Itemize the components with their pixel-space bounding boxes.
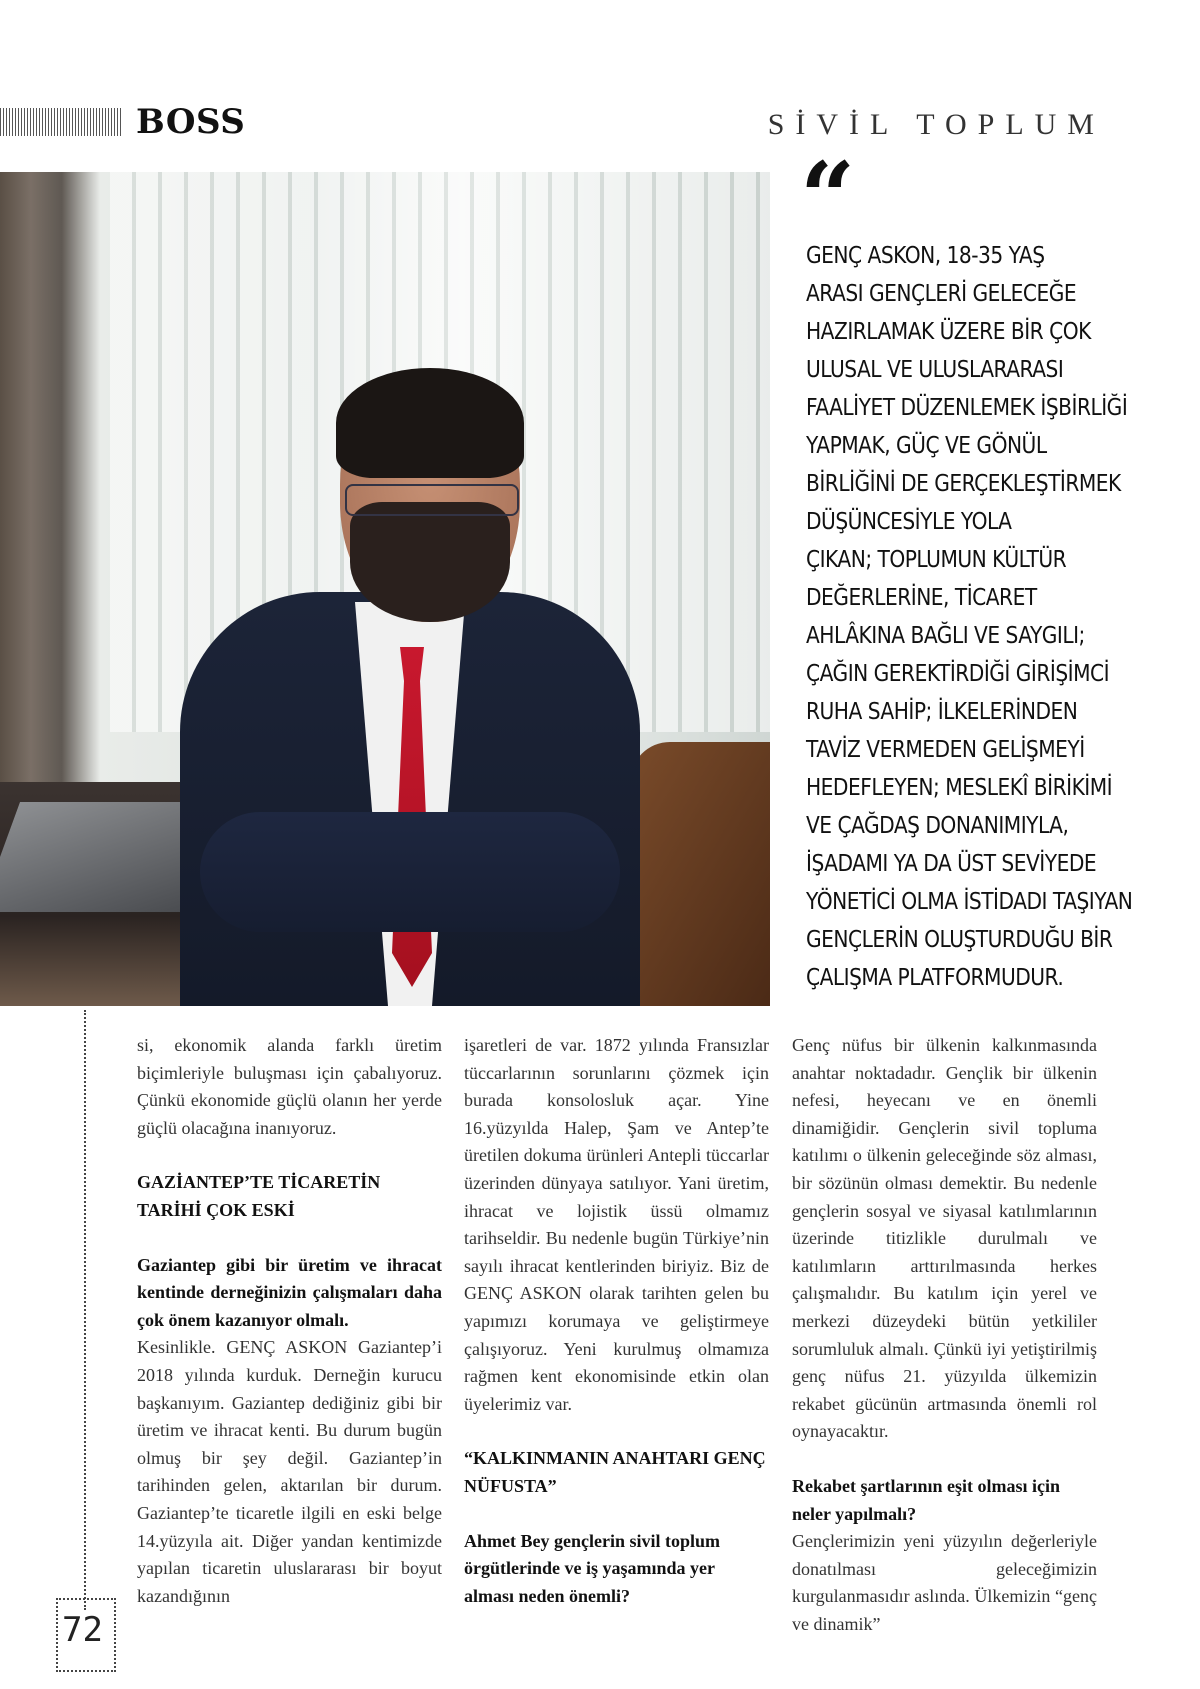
article-column-1 <box>137 1032 442 1610</box>
quote-mark-icon: “ <box>800 141 856 254</box>
pull-quote-line: YÖNETİCİ OLMA İSTİDADI TAŞIYAN <box>806 887 1133 915</box>
interview-question: Ahmet Bey gençlerin sivil toplum örgütlerinde ve iş yaşamında yer alması neden önemli? <box>464 1530 720 1606</box>
pull-quote-line: ÇAĞIN GEREKTİRDİĞİ GİRİŞİMCİ <box>806 659 1110 687</box>
pull-quote-line: ULUSAL VE ULUSLARARASI <box>806 355 1064 383</box>
pull-quote-line: HEDEFLEYEN; MESLEKÎ BİRİKİMİ <box>806 773 1113 801</box>
pull-quote-line: VE ÇAĞDAŞ DONANIMIYLA, <box>806 811 1069 839</box>
pull-quote-line: TAVİZ VERMEDEN GELİŞMEYİ <box>806 735 1085 763</box>
paragraph: işaretleri de var. 1872 yılında Fransızlar tüccarlarının sorunlarını çözmek için burada konsolosluk açar. Yine 16.yüzyılda Halep, Şam ve Antep’te üretilen dokuma ürünleri Antepli tüccarlar üzerinden dünyaya satılıyor. Yani üretim, ihracat ve lojistik üssü olmamız tarihseldir. Bu nedenle bugün Türkiye’nin sayılı ihracat kentlerinden biriyiz. Biz de GENÇ ASKON olarak tarihten gelen bu yapımızı korumaya ve geliştirmeye çalışıyoruz. Yeni kurulmuş olmamıza rağmen kent ekonomisinde etkin olan üyelerimiz var. <box>464 1035 769 1414</box>
pull-quote-line: ARASI GENÇLERİ GELECEĞE <box>806 279 1077 307</box>
pull-quote-line: FAALİYET DÜZENLEMEK İŞBİRLİĞİ <box>806 393 1128 421</box>
hair <box>336 368 524 478</box>
subheading: GAZİANTEP’TE TİCARETİN TARİHİ ÇOK ESKİ <box>137 1172 381 1220</box>
interview-answer: Kesinlikle. GENÇ ASKON Gaziantep’i 2018 yılında kurduk. Derneğin kurucu başkanıyım. Gaziantep dediğiniz gibi bir üretim ve ihracat kenti. Bu durum bugün olmuş bir şey değil. Gaziantep’in tarihinden gelen, aktarılan bir durum. Gaziantep’te ticaretle ilgili en eski belge 14.yüzyıla ait. Diğer yandan kentimizde yapılan ticaretin uluslararası bir boyut kazandığının <box>137 1337 442 1606</box>
pull-quote-line: BİRLİĞİNİ DE GERÇEKLEŞTİRMEK <box>806 469 1121 497</box>
glasses <box>345 484 519 516</box>
paragraph: si, ekonomik alanda farklı üretim biçimleriyle buluşması için çabalıyoruz. Çünkü ekonomide güçlü olanın her yerde güçlü olacağına inanıyoruz. <box>137 1035 442 1138</box>
pull-quote-line: DÜŞÜNCESİYLE YOLA <box>806 507 1012 535</box>
pull-quote-line: İŞADAMI YA DA ÜST SEVİYEDE <box>806 849 1097 877</box>
pull-quote-line: GENÇ ASKON, 18-35 YAŞ <box>806 241 1045 269</box>
pull-quote <box>806 236 1133 996</box>
article-column-2 <box>464 1032 769 1610</box>
pull-quote-line: GENÇLERİN OLUŞTURDUĞU BİR <box>806 925 1113 953</box>
pull-quote-line: DEĞERLERİNE, TİCARET <box>806 583 1037 611</box>
paragraph: Genç nüfus bir ülkenin kalkınmasında anahtar noktadadır. Gençlik bir ülkenin nefesi, heyecanı ve en önemli dinamiğidir. Gençlerin sivil topluma katılımı o ülkenin geleceğinde söz alması, bir sözünün olması demektir. Bu nedenle gençlerin sosyal ve siyasal katılımlarının üzerinde titizlikle durulmalı ve katılımların arttırılmasında herkes çalışmalıdır. Bu katılım için yerel ve merkezi düzeydeki bütün yetkililer sorumluluk almalı. Çünkü iyi yetiştirilmiş genç nüfus 21. yüzyılda ülkemizin rekabet gücünün artmasında önemli rol oynayacaktır. <box>792 1035 1097 1442</box>
interview-answer: Gençlerimizin yeni yüzyılın değerleriyle donatılması geleceğimizin kurgulanmasıdır aslında. Ülkemizin “genç ve dinamik” <box>792 1531 1097 1634</box>
pull-quote-line: ÇIKAN; TOPLUMUN KÜLTÜR <box>806 545 1067 573</box>
portrait-photo <box>0 172 770 1006</box>
page-number: 72 <box>62 1610 103 1650</box>
chair <box>630 742 770 1006</box>
interview-question: Rekabet şartlarının eşit olması için neler yapılmalı? <box>792 1475 1060 1524</box>
pull-quote-line: RUHA SAHİP; İLKELERİNDEN <box>806 697 1078 725</box>
article-column-3 <box>792 1032 1097 1638</box>
beard <box>350 502 510 622</box>
magazine-logo: BOSS <box>136 102 246 142</box>
pull-quote-line: YAPMAK, GÜÇ VE GÖNÜL <box>806 431 1047 459</box>
pull-quote-line: AHLÂKINA BAĞLI VE SAYGILI; <box>806 621 1085 649</box>
dotted-frame-line <box>84 1010 114 1610</box>
pull-quote-line: HAZIRLAMAK ÜZERE BİR ÇOK <box>806 317 1091 345</box>
interview-question: Gaziantep gibi bir üretim ve ihracat kentinde derneğinizin çalışmaları daha çok önem kazanıyor olmalı. <box>137 1254 442 1330</box>
subheading: “KALKINMANIN ANAHTARI GENÇ NÜFUSTA” <box>464 1448 766 1496</box>
section-label: SİVİL TOPLUM <box>767 108 1105 141</box>
crossed-arms <box>200 812 620 932</box>
barcode-ornament <box>0 108 122 136</box>
pull-quote-line: ÇALIŞMA PLATFORMUDUR. <box>806 963 1064 991</box>
